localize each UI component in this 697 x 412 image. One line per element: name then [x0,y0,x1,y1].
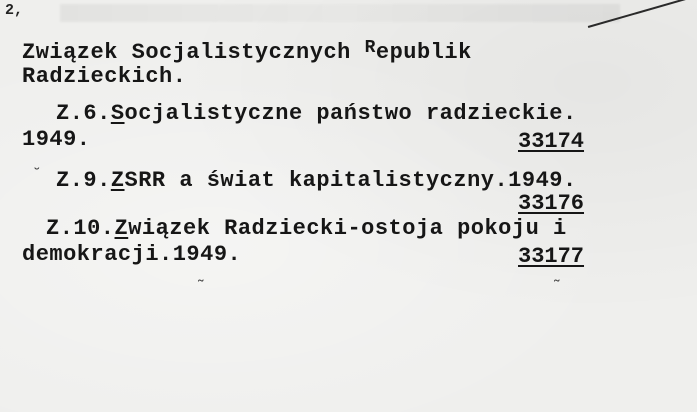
entry-2-title-text: SRR a świat kapitalistyczny.1949. [124,168,577,193]
entry-3-subject: demokracji.1949. [22,242,242,267]
bleed-through-text [60,4,620,22]
heading-line-1 [22,38,472,65]
entry-2-initial: Z [110,168,125,193]
stray-mark-left: ˜ [196,278,206,296]
entry-1-call-number: 33174 [518,129,585,154]
heading-raised-letter: R [364,38,376,58]
entry-1-year: 1949. [22,127,91,152]
entry-2-call-number: 33176 [518,191,585,216]
entry-3-title [46,216,567,241]
entry-3-call-number: 33177 [518,244,585,269]
entry-2-prefix: Z.9. [56,168,111,193]
stray-mark-right: ˜ [552,278,562,296]
card-number: 2, [5,2,24,19]
entry-3-prefix: Z.10. [46,216,115,241]
entry-3-initial: Z [114,216,129,241]
entry-1-prefix: Z.6. [56,101,111,126]
entry-2-tick-mark: ˘ [32,166,42,184]
entry-2-title [56,168,577,193]
entry-1-title-text: ocjalistyczne państwo radzieckie. [124,101,577,126]
heading-line-2: Radzieckich. [22,64,187,89]
entry-1-title [56,101,577,126]
entry-1-initial: S [110,101,125,126]
heading-text: Związek Socjalistycznych [22,40,365,65]
entry-3-title-text: wiązek Radziecki-ostoja pokoju i [128,216,567,241]
heading-text-end: epublik [375,40,472,65]
